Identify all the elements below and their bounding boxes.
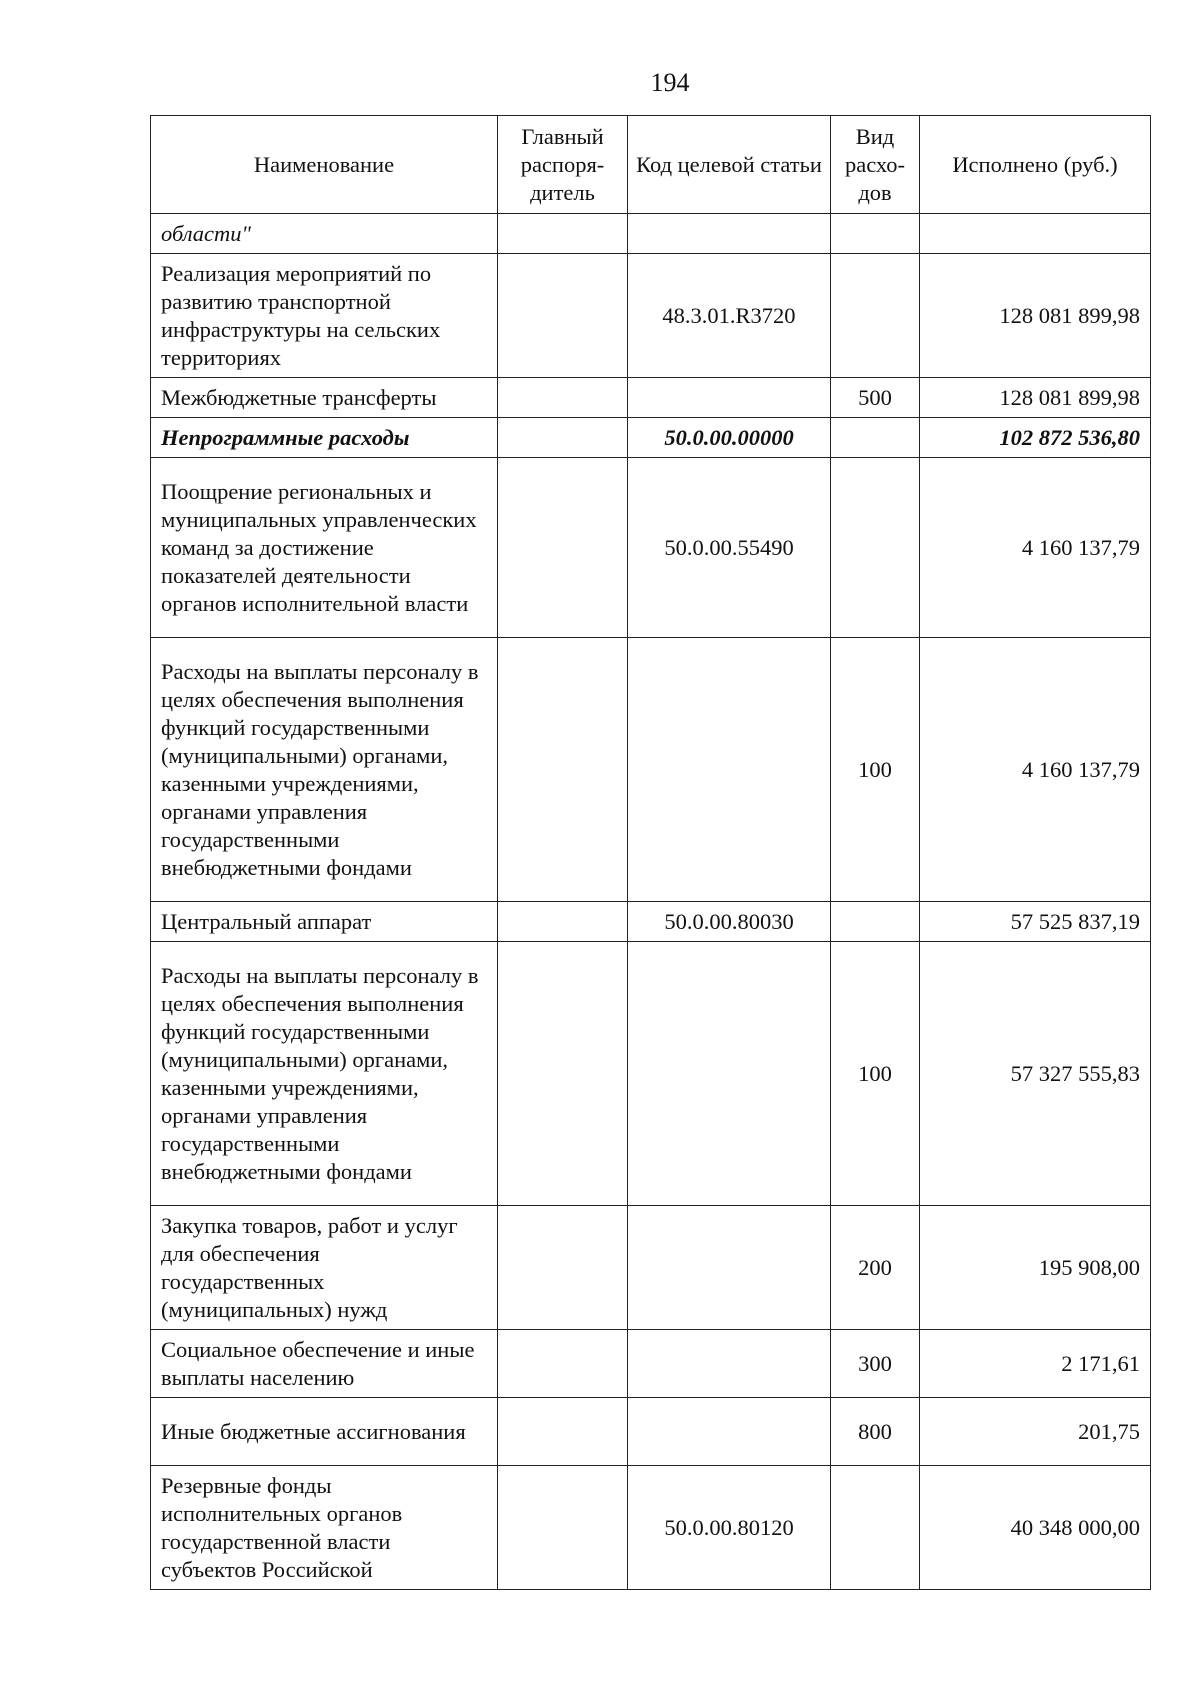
cell-amount: 4 160 137,79 [920, 638, 1151, 902]
cell-gr [498, 458, 628, 638]
cell-vid [831, 254, 920, 378]
cell-amount: 128 081 899,98 [920, 378, 1151, 418]
cell-code: 50.0.00.55490 [628, 458, 831, 638]
cell-vid: 300 [831, 1330, 920, 1398]
table-row [151, 1398, 1151, 1466]
cell-name: Поощрение региональных и муниципальных управленческих команд за достижение показателей деятельности органов исполнительной власти [151, 458, 498, 638]
cell-name: Закупка товаров, работ и услуг для обеспечения государственных (муниципальных) нужд [151, 1206, 498, 1330]
cell-name: Непрограммные расходы [151, 418, 498, 458]
table-row [151, 378, 1151, 418]
cell-vid [831, 418, 920, 458]
cell-code [628, 214, 831, 254]
cell-code: 50.0.00.00000 [628, 418, 831, 458]
cell-vid: 100 [831, 942, 920, 1206]
budget-table [150, 115, 1151, 1590]
cell-name: Социальное обеспечение и иные выплаты населению [151, 1330, 498, 1398]
table-row [151, 254, 1151, 378]
cell-amount: 57 525 837,19 [920, 902, 1151, 942]
cell-gr [498, 1206, 628, 1330]
cell-gr [498, 1330, 628, 1398]
cell-amount: 57 327 555,83 [920, 942, 1151, 1206]
cell-name: Расходы на выплаты персоналу в целях обеспечения выполнения функций государственными (муниципальными) органами, казенными учреждениями, органами управления государственными внебюджетными фондами [151, 942, 498, 1206]
cell-code [628, 1398, 831, 1466]
table-row [151, 1206, 1151, 1330]
cell-gr [498, 418, 628, 458]
cell-code [628, 378, 831, 418]
cell-gr [498, 1466, 628, 1590]
cell-gr [498, 942, 628, 1206]
cell-amount: 128 081 899,98 [920, 254, 1151, 378]
page-number: 194 [650, 68, 690, 97]
table-header-row [151, 116, 1151, 214]
table-row [151, 902, 1151, 942]
cell-amount: 40 348 000,00 [920, 1466, 1151, 1590]
cell-amount: 201,75 [920, 1398, 1151, 1466]
cell-vid [831, 902, 920, 942]
table-row [151, 1466, 1151, 1590]
cell-gr [498, 378, 628, 418]
cell-gr [498, 214, 628, 254]
cell-amount [920, 214, 1151, 254]
cell-vid [831, 458, 920, 638]
table-row [151, 638, 1151, 902]
table-row [151, 942, 1151, 1206]
cell-name: Реализация мероприятий по развитию транспортной инфраструктуры на сельских территориях [151, 254, 498, 378]
cell-code [628, 942, 831, 1206]
cell-amount: 2 171,61 [920, 1330, 1151, 1398]
cell-name: Межбюджетные трансферты [151, 378, 498, 418]
table-row [151, 1330, 1151, 1398]
cell-amount: 4 160 137,79 [920, 458, 1151, 638]
cell-gr [498, 254, 628, 378]
header-vid: Вид расхо-дов [831, 116, 920, 214]
header-ispolneno: Исполнено (руб.) [920, 116, 1151, 214]
cell-name: Центральный аппарат [151, 902, 498, 942]
header-glavny: Главный распоря-дитель [498, 116, 628, 214]
cell-code [628, 1206, 831, 1330]
cell-amount: 102 872 536,80 [920, 418, 1151, 458]
cell-name: Иные бюджетные ассигнования [151, 1398, 498, 1466]
cell-vid: 800 [831, 1398, 920, 1466]
cell-vid [831, 214, 920, 254]
cell-code [628, 1330, 831, 1398]
cell-name: области" [151, 214, 498, 254]
cell-code: 50.0.00.80030 [628, 902, 831, 942]
cell-vid: 100 [831, 638, 920, 902]
cell-code: 50.0.00.80120 [628, 1466, 831, 1590]
header-name: Наименование [151, 116, 498, 214]
cell-vid: 200 [831, 1206, 920, 1330]
cell-code [628, 638, 831, 902]
table-row [151, 458, 1151, 638]
cell-gr [498, 902, 628, 942]
cell-code: 48.3.01.R3720 [628, 254, 831, 378]
cell-gr [498, 638, 628, 902]
table-row [151, 418, 1151, 458]
cell-vid [831, 1466, 920, 1590]
cell-name: Расходы на выплаты персоналу в целях обеспечения выполнения функций государственными (муниципальными) органами, казенными учреждениями, органами управления государственными внебюджетными фондами [151, 638, 498, 902]
cell-vid: 500 [831, 378, 920, 418]
cell-name: Резервные фонды исполнительных органов государственной власти субъектов Российской [151, 1466, 498, 1590]
cell-gr [498, 1398, 628, 1466]
table-row [151, 214, 1151, 254]
cell-amount: 195 908,00 [920, 1206, 1151, 1330]
header-kod: Код целевой статьи [628, 116, 831, 214]
